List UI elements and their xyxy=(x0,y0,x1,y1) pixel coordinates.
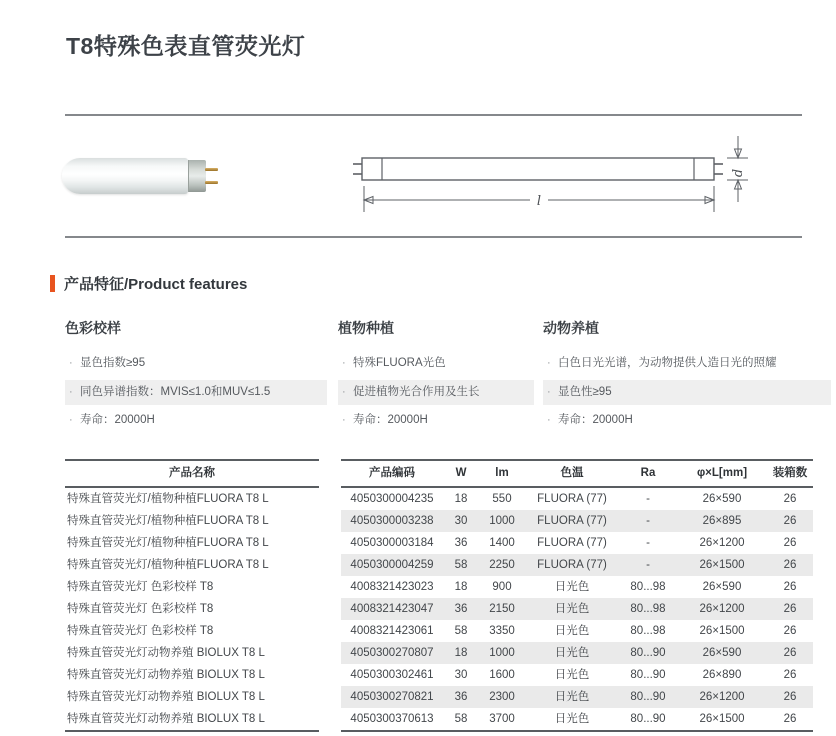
dimension-diagram xyxy=(340,128,780,228)
accent-bar xyxy=(50,275,55,292)
ra-value: 80...98 xyxy=(619,598,677,620)
table-row xyxy=(65,510,813,532)
lumen: 1600 xyxy=(489,668,515,681)
feature-column-plant-growing xyxy=(338,318,534,437)
pack-qty: 26 xyxy=(767,554,813,576)
features-section-title: 产品特征/Product features xyxy=(64,276,248,293)
feature-bullet-text: 同色异谱指数：MVIS≤1.0和MUV≤1.5 xyxy=(80,385,271,398)
dimensions: 26×1200 xyxy=(699,536,745,549)
tube-endcap-image xyxy=(188,160,206,192)
wattage: 58 xyxy=(443,708,479,731)
table-row xyxy=(65,532,813,554)
lumen: 2300 xyxy=(479,686,525,708)
bullet-dot-icon: · xyxy=(547,357,551,369)
column-header-product-name: 产品名称 xyxy=(65,460,319,487)
lumen: 3350 xyxy=(489,624,515,637)
color-temp: 日光色 xyxy=(525,686,619,708)
wattage: 18 xyxy=(443,642,479,664)
lumen: 1000 xyxy=(479,510,525,532)
pack-qty: 26 xyxy=(767,686,813,708)
product-photo xyxy=(62,156,222,196)
wattage: 30 xyxy=(443,510,479,532)
tube-pin-image xyxy=(205,168,218,171)
feature-bullet xyxy=(338,380,534,406)
column-gap xyxy=(319,460,341,487)
pack-qty: 26 xyxy=(767,642,813,664)
pack-qty: 26 xyxy=(783,536,797,549)
page-title: T8特殊色表直管荧光灯 xyxy=(66,33,306,59)
feature-bullet xyxy=(65,380,327,406)
color-temp: FLUORA (77) xyxy=(525,554,619,576)
feature-bullet-text: 白色日光光谱，为动物提供人造日光的照耀 xyxy=(558,357,777,369)
ra-value: 80...98 xyxy=(630,624,666,637)
table-header-row xyxy=(65,460,813,487)
ra-value: 80...90 xyxy=(619,686,677,708)
table-row xyxy=(65,620,813,642)
lumen: 900 xyxy=(492,580,512,593)
divider-top xyxy=(65,114,802,116)
feature-bullet xyxy=(338,408,534,434)
product-code: 4050300270807 xyxy=(341,642,443,664)
feature-column-color-proofing xyxy=(65,318,327,437)
feature-heading: 植物种植 xyxy=(338,320,394,336)
column-header-color-temp: 色温 xyxy=(525,460,619,487)
lumen: 2150 xyxy=(479,598,525,620)
feature-bullet-text: 显色性≥95 xyxy=(558,385,612,398)
column-header-wattage: W xyxy=(443,460,479,487)
product-code: 4050300270821 xyxy=(341,686,443,708)
product-name: 特殊直管荧光灯 色彩校样 T8 xyxy=(67,624,214,637)
bullet-dot-icon: · xyxy=(69,414,73,427)
ra-value: 80...98 xyxy=(630,580,666,593)
dimensions: 26×1500 xyxy=(677,708,767,731)
color-temp: FLUORA (77) xyxy=(537,492,607,505)
bullet-dot-icon: · xyxy=(342,357,346,369)
color-temp: 日光色 xyxy=(554,580,590,593)
wattage: 36 xyxy=(443,686,479,708)
feature-bullet xyxy=(543,351,831,377)
color-temp: FLUORA (77) xyxy=(525,510,619,532)
column-header-pack-qty: 装箱数 xyxy=(767,460,813,487)
product-name: 特殊直管荧光灯动物养殖 BIOLUX T8 L xyxy=(67,646,265,659)
product-code: 4050300003238 xyxy=(341,510,443,532)
dimensions: 26×590 xyxy=(702,580,742,593)
feature-heading: 色彩校样 xyxy=(65,320,121,336)
color-temp: 日光色 xyxy=(554,624,590,637)
dimensions: 26×590 xyxy=(702,492,742,505)
bullet-dot-icon: · xyxy=(342,385,346,398)
dimensions: 26×590 xyxy=(677,642,767,664)
dimensions: 26×1500 xyxy=(677,554,767,576)
pack-qty: 26 xyxy=(767,708,813,731)
pack-qty: 26 xyxy=(767,510,813,532)
color-temp: FLUORA (77) xyxy=(537,536,607,549)
pack-qty: 26 xyxy=(783,624,797,637)
wattage: 18 xyxy=(454,492,468,505)
pack-qty: 26 xyxy=(783,580,797,593)
table-row xyxy=(65,487,813,510)
product-name: 特殊直管荧光灯/植物种植FLUORA T8 L xyxy=(67,558,269,571)
table-row xyxy=(65,598,813,620)
lumen: 1000 xyxy=(479,642,525,664)
diameter-label: d xyxy=(731,168,746,178)
product-name: 特殊直管荧光灯/植物种植FLUORA T8 L xyxy=(67,536,269,549)
product-name: 特殊直管荧光灯 色彩校样 T8 xyxy=(67,580,214,593)
feature-bullet-text: 促进植物光合作用及生长 xyxy=(353,385,480,398)
bullet-dot-icon: · xyxy=(547,385,551,398)
ra-value: 80...90 xyxy=(619,642,677,664)
tube-body-image xyxy=(62,158,188,194)
bullet-dot-icon: · xyxy=(69,357,73,369)
table-row xyxy=(65,708,813,731)
wattage: 58 xyxy=(454,624,468,637)
color-temp: 日光色 xyxy=(525,708,619,731)
dimensions: 26×1200 xyxy=(677,598,767,620)
table-row xyxy=(65,686,813,708)
color-temp: 日光色 xyxy=(525,598,619,620)
color-temp: 日光色 xyxy=(525,642,619,664)
wattage: 30 xyxy=(454,668,468,681)
lumen: 550 xyxy=(492,492,512,505)
product-code: 4050300003184 xyxy=(350,536,434,549)
lumen: 1400 xyxy=(489,536,515,549)
product-code: 4050300302461 xyxy=(350,668,434,681)
ra-value: 80...90 xyxy=(630,668,666,681)
ra-value: 80...90 xyxy=(619,708,677,731)
product-code: 4008321423047 xyxy=(341,598,443,620)
wattage: 18 xyxy=(454,580,468,593)
feature-bullet-text: 寿命：20000H xyxy=(353,414,428,427)
table-row xyxy=(65,642,813,664)
product-name: 特殊直管荧光灯动物养殖 BIOLUX T8 L xyxy=(65,708,319,731)
product-code: 4008321423061 xyxy=(350,624,434,637)
bullet-dot-icon: · xyxy=(69,385,73,398)
bullet-dot-icon: · xyxy=(547,414,551,427)
dimensions: 26×1500 xyxy=(699,624,745,637)
product-name: 特殊直管荧光灯/植物种植FLUORA T8 L xyxy=(67,492,269,505)
dimensions: 26×1200 xyxy=(677,686,767,708)
pack-qty: 26 xyxy=(767,598,813,620)
feature-bullet-text: 寿命：20000H xyxy=(80,414,155,427)
features-section-header xyxy=(50,273,247,294)
feature-bullet-text: 特殊FLUORA光色 xyxy=(353,357,446,369)
lumen: 2250 xyxy=(479,554,525,576)
wattage: 58 xyxy=(443,554,479,576)
bullet-dot-icon: · xyxy=(342,414,346,427)
wattage: 36 xyxy=(454,536,468,549)
product-code: 4050300004259 xyxy=(341,554,443,576)
feature-bullet xyxy=(543,380,831,406)
table-row xyxy=(65,664,813,686)
feature-bullet xyxy=(338,351,534,377)
feature-heading: 动物养植 xyxy=(543,320,599,336)
divider-bottom xyxy=(65,236,802,238)
feature-bullet-text: 寿命：20000H xyxy=(558,414,633,427)
pack-qty: 26 xyxy=(783,492,797,505)
column-header-ra: Ra xyxy=(619,460,677,487)
product-code: 4050300370613 xyxy=(341,708,443,731)
feature-bullet xyxy=(65,408,327,434)
feature-bullet xyxy=(543,408,831,434)
color-temp: 日光色 xyxy=(554,668,590,681)
feature-bullet-text: 显色指数≥95 xyxy=(80,357,146,369)
column-header-lumen: lm xyxy=(479,460,525,487)
ra-value: - xyxy=(619,510,677,532)
product-name: 特殊直管荧光灯动物养殖 BIOLUX T8 L xyxy=(67,690,265,703)
product-name: 特殊直管荧光灯/植物种植FLUORA T8 L xyxy=(67,514,269,527)
dimensions: 26×895 xyxy=(677,510,767,532)
column-header-product-code: 产品编码 xyxy=(341,460,443,487)
length-label: l xyxy=(536,194,542,209)
feature-bullet xyxy=(65,351,327,377)
table-row xyxy=(65,576,813,598)
product-code: 4008321423023 xyxy=(350,580,434,593)
product-spec-table xyxy=(65,459,813,732)
product-name: 特殊直管荧光灯 色彩校样 T8 xyxy=(67,602,214,615)
table-row xyxy=(65,554,813,576)
ra-value: - xyxy=(646,492,650,505)
product-code: 4050300004235 xyxy=(350,492,434,505)
column-header-dimensions: φ×L[mm] xyxy=(677,460,767,487)
ra-value: - xyxy=(646,536,650,549)
ra-value: - xyxy=(619,554,677,576)
dimensions: 26×890 xyxy=(702,668,742,681)
pack-qty: 26 xyxy=(783,668,797,681)
tube-pin-image xyxy=(205,181,218,184)
wattage: 36 xyxy=(443,598,479,620)
lumen: 3700 xyxy=(479,708,525,731)
feature-column-animal-breeding xyxy=(543,318,831,437)
product-name: 特殊直管荧光灯动物养殖 BIOLUX T8 L xyxy=(67,668,265,681)
